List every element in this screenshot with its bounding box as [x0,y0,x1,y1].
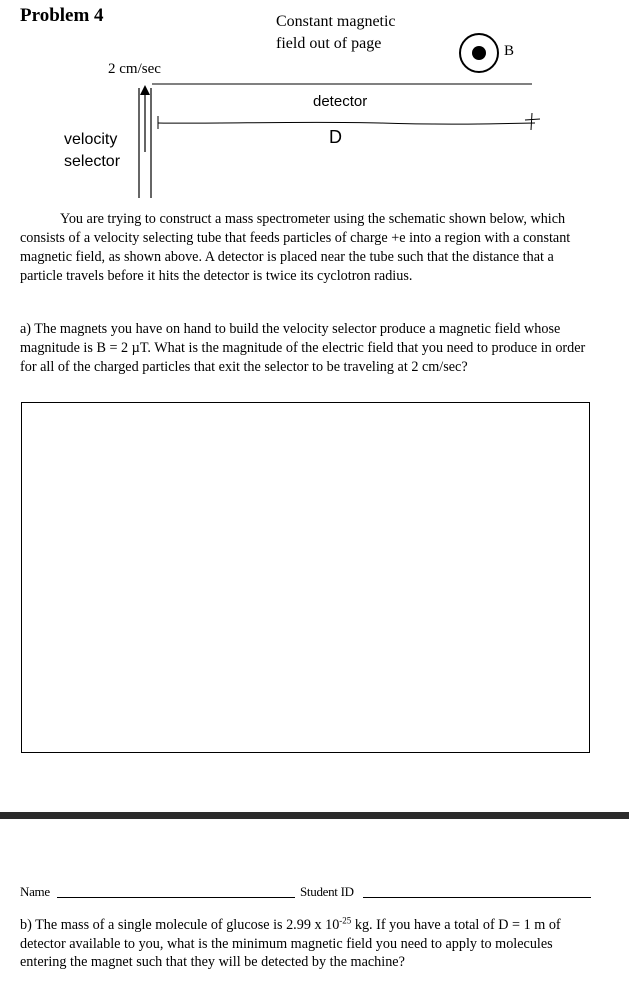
field-description-line1: Constant magnetic [276,13,396,30]
speed-label: 2 cm/sec [108,61,161,77]
detector-end-tick [525,113,540,130]
b-field-label: B [504,43,515,59]
b-field-dot [472,46,486,60]
part-a-question: a) The magnets you have on hand to build the velocity selector produce a magnetic field whose magnitude is B = 2 µT. What is the magnitude of the electric field that you need to produce in order for all of the charged particles that exit the selector to be traveling at 2 cm/sec? [20,321,586,375]
problem-title: Problem 4 [20,5,104,26]
velocity-arrow-head [140,85,150,95]
field-description-line2: field out of page [276,35,382,52]
part-b-text-end: kg. If you have a total of D = 1 m of detector available to you, what is the minimum magnetic field you need to apply to molecules entering the magnet such that they will be detected by the machine? [20,917,561,970]
part-b-question [20,916,600,972]
detector-line [158,122,535,124]
velocity-selector-line1: velocity [64,131,118,148]
distance-label: D [329,127,342,147]
intro-paragraph: You are trying to construct a mass spectrometer using the schematic shown below, which consists of a velocity selecting tube that feeds particles of charge +e into a region with a constant magnetic field, as shown above. A detector is placed near the tube such that the distance that a particle travels before it hits the detector is twice its cyclotron radius. [20,211,571,284]
name-field[interactable] [57,897,295,898]
page-divider [0,812,629,819]
velocity-selector-label [64,129,120,173]
student-id-field[interactable] [363,897,591,898]
student-id-label: Student ID [300,884,354,899]
part-b-exponent: -25 [339,915,352,926]
velocity-selector-line2: selector [64,153,121,170]
answer-box-part-a[interactable] [21,402,590,753]
name-label: Name [20,884,50,899]
field-description [276,11,396,55]
part-b-text-start: b) The mass of a single molecule of glucose is 2.99 x 10 [20,917,340,933]
detector-label: detector [313,93,368,110]
